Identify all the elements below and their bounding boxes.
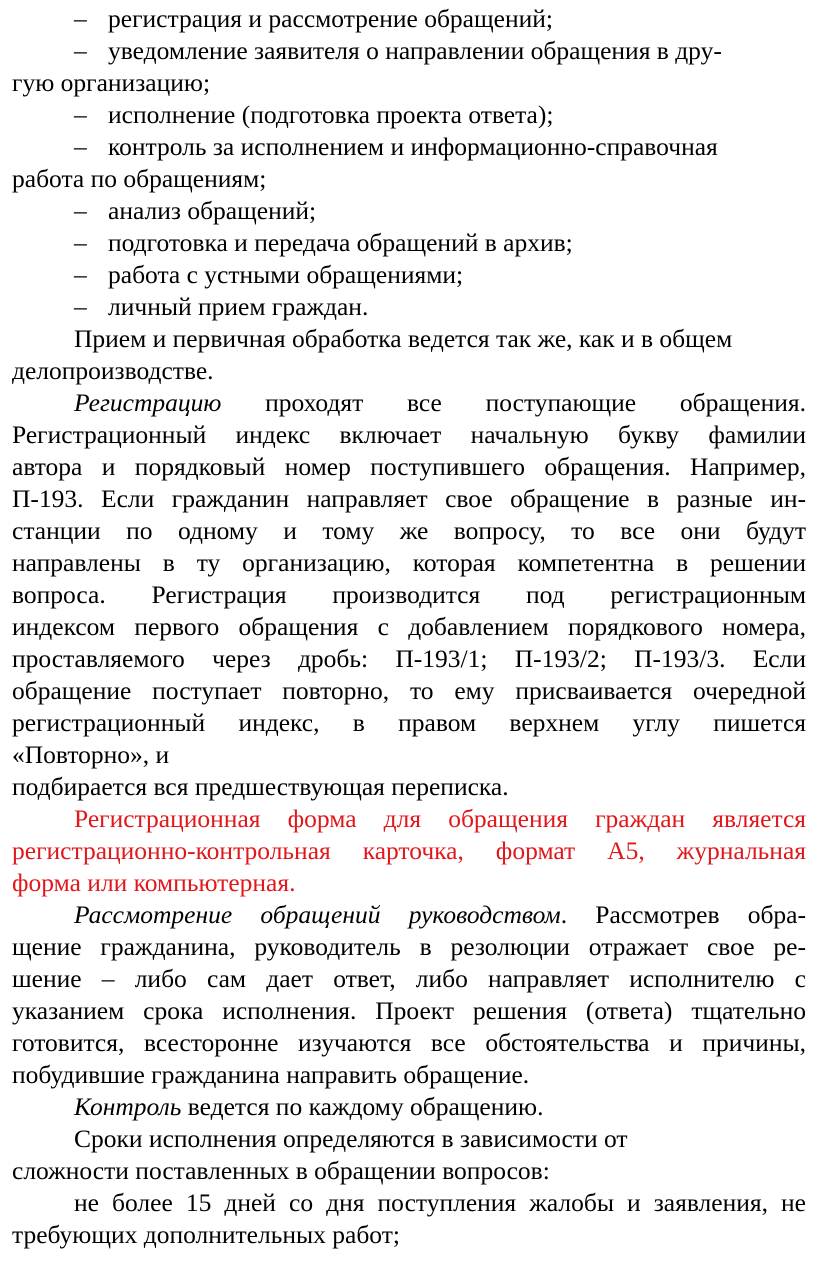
- list-item-text: подготовка и передача обращений в архив;: [108, 228, 573, 257]
- paragraph-line: станции по одному и тому же вопросу, то все они будут: [12, 516, 806, 545]
- list-item: [12, 291, 806, 323]
- paragraph-line: шение – либо сам дает ответ, либо направляет исполнителю с: [12, 964, 806, 993]
- paragraph-line: автора и порядковый номер поступившего обращения. Например,: [12, 452, 806, 481]
- paragraph-line: Регистрационный индекс включает начальную букву фамилии: [12, 420, 806, 449]
- paragraph-line: не более 15 дней со дня поступления жалобы и заявления, не: [74, 1188, 806, 1217]
- paragraph-text: проходят все поступающие обращения.: [221, 388, 806, 417]
- italic-term: Регистрацию: [74, 388, 222, 417]
- paragraph-line: побудившие гражданина направить обращение.: [12, 1060, 530, 1089]
- paragraph-line: обращение поступает повторно, то ему присваивается очередной: [12, 676, 806, 705]
- list-item: [12, 99, 806, 131]
- paragraph-line: требующих дополнительных работ;: [12, 1220, 400, 1249]
- paragraph-line: [12, 899, 806, 931]
- dash-glyph: –: [74, 4, 87, 33]
- list-item: [12, 259, 806, 291]
- paragraph-line: готовится, всесторонне изучаются все обстоятельства и причины,: [12, 1028, 806, 1057]
- list-item: [12, 131, 806, 163]
- paragraph-line: сложности поставленных в обращении вопросов:: [12, 1156, 550, 1185]
- paragraph-line: Прием и первичная обработка ведется так же, как и в общем: [74, 324, 733, 353]
- list-item: [12, 3, 806, 35]
- paragraph-line: вопроса. Регистрация производится под регистрационным: [12, 580, 806, 609]
- paragraph-line: «Повторно», и: [12, 740, 170, 769]
- list-item: [12, 227, 806, 259]
- document-page: [0, 3, 816, 1282]
- paragraph-line: [12, 1091, 806, 1123]
- italic-term: Контроль: [74, 1092, 182, 1121]
- italic-term: Рассмотрение обращений руководством: [74, 900, 561, 929]
- paragraph-line: индексом первого обращения с добавлением порядкового номера,: [12, 612, 806, 641]
- highlighted-line: Регистрационная форма для обращения граждан является: [74, 804, 806, 833]
- highlighted-line: регистрационно-контрольная карточка, формат А5, журнальная: [12, 836, 806, 865]
- paragraph-line: регистрационный индекс, в правом верхнем углу пишется: [12, 708, 806, 737]
- dash-glyph: –: [74, 260, 87, 289]
- paragraph-line: направлены в ту организацию, которая компетентна в решении: [12, 548, 806, 577]
- list-item: [12, 195, 806, 227]
- list-item-text: личный прием граждан.: [108, 292, 369, 321]
- paragraph-line: щение гражданина, руководитель в резолюции отражает свое ре-: [12, 932, 806, 961]
- paragraph-line: делопроизводстве.: [12, 356, 214, 385]
- paragraph-line: П-193. Если гражданин направляет свое обращение в разные ин-: [12, 484, 806, 513]
- highlighted-line: форма или компьютерная.: [12, 868, 296, 897]
- list-item: [12, 35, 806, 67]
- dash-glyph: –: [74, 100, 87, 129]
- paragraph-line: [12, 387, 806, 419]
- list-item-text: контроль за исполнением и информационно-справочная: [108, 132, 718, 161]
- paragraph-line: проставляемого через дробь: П-193/1; П-193/2; П-193/3. Если: [12, 644, 806, 673]
- dash-glyph: –: [74, 292, 87, 321]
- list-item-text: исполнение (подготовка проекта ответа);: [108, 100, 554, 129]
- paragraph-text: . Рассмотрев обра-: [560, 900, 806, 929]
- paragraph-line: Сроки исполнения определяются в зависимости от: [74, 1124, 628, 1153]
- dash-glyph: –: [74, 132, 87, 161]
- list-item-continuation: работа по обращениям;: [12, 164, 267, 193]
- list-item-text: уведомление заявителя о направлении обращения в дру-: [108, 36, 722, 65]
- list-item-continuation: гую организацию;: [12, 68, 211, 97]
- list-item-text: регистрация и рассмотрение обращений;: [108, 4, 553, 33]
- dash-glyph: –: [74, 36, 87, 65]
- dash-glyph: –: [74, 228, 87, 257]
- list-item-text: работа с устными обращениями;: [108, 260, 464, 289]
- list-item-text: анализ обращений;: [108, 196, 317, 225]
- paragraph-text: ведется по каждому обращению.: [181, 1092, 544, 1121]
- paragraph-line: подбирается вся предшествующая переписка.: [12, 772, 509, 801]
- dash-glyph: –: [74, 196, 87, 225]
- paragraph-line: указанием срока исполнения. Проект решения (ответа) тщательно: [12, 996, 806, 1025]
